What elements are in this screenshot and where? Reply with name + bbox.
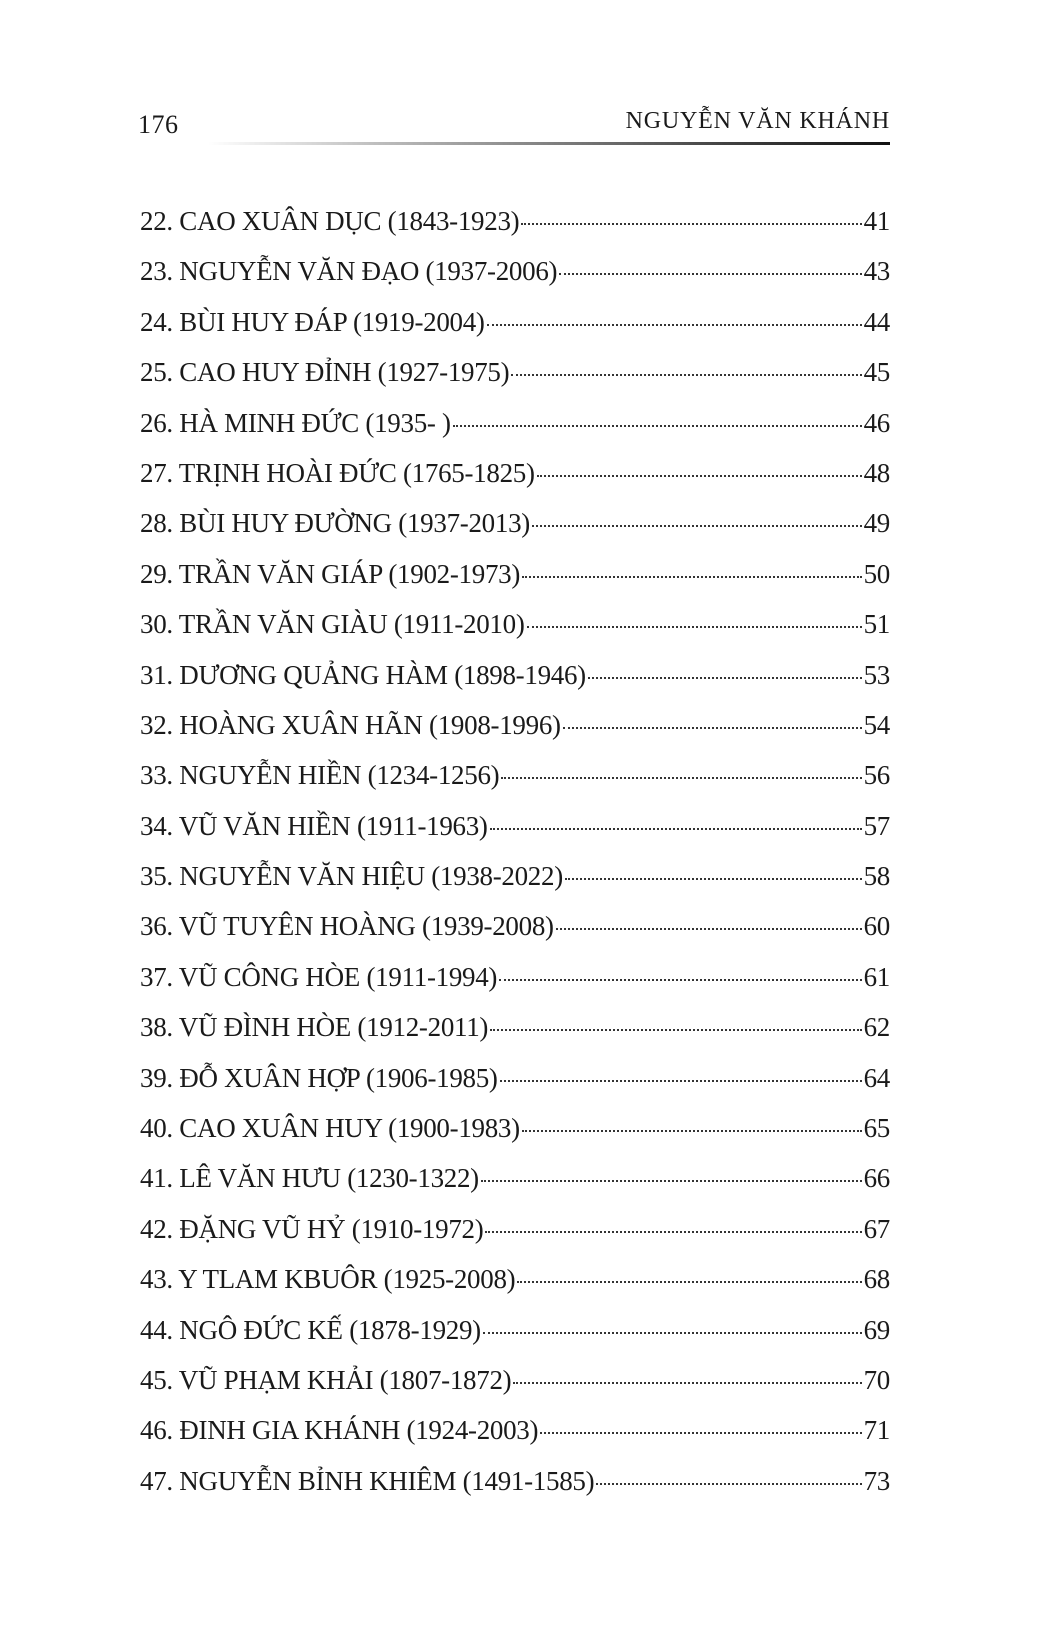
toc-entry-page: 44 <box>863 306 890 337</box>
dot-leader <box>540 1432 861 1434</box>
toc-entry-page: 53 <box>863 659 890 690</box>
toc-entry-title: 24. BÙI HUY ĐÁP (1919-2004) <box>140 306 485 337</box>
toc-entry-title: 45. VŨ PHẠM KHẢI (1807-1872) <box>140 1364 512 1395</box>
toc-entry[interactable] <box>140 1163 890 1213</box>
toc-entry-title: 29. TRẦN VĂN GIÁP (1902-1973) <box>140 558 521 589</box>
toc-entry-title: 35. NGUYỄN VĂN HIỆU (1938-2022) <box>140 861 563 892</box>
toc-entry-page: 56 <box>863 760 890 791</box>
dot-leader <box>511 374 861 376</box>
dot-leader <box>556 928 862 930</box>
toc-entry[interactable] <box>140 408 890 458</box>
dot-leader <box>487 324 862 326</box>
toc-entry-page: 68 <box>863 1264 890 1295</box>
dot-leader <box>522 1130 862 1132</box>
toc-entry[interactable] <box>140 1214 890 1264</box>
toc-entry-page: 66 <box>863 1163 890 1194</box>
dot-leader <box>481 1180 862 1182</box>
toc-entry-page: 67 <box>863 1213 890 1244</box>
toc-entry[interactable] <box>140 256 890 306</box>
toc-entry-title: 28. BÙI HUY ĐƯỜNG (1937-2013) <box>140 508 530 539</box>
dot-leader <box>565 878 862 880</box>
toc-entry[interactable] <box>140 861 890 911</box>
running-head: NGUYỄN VĂN KHÁNH <box>625 108 890 134</box>
dot-leader <box>483 1332 862 1334</box>
toc-entry-page: 60 <box>863 911 890 942</box>
dot-leader <box>522 576 862 578</box>
toc-entry-title: 43. Y TLAM KBUÔR (1925-2008) <box>140 1264 516 1295</box>
toc-entry-page: 71 <box>863 1415 890 1446</box>
dot-leader <box>513 1382 861 1384</box>
toc-entry-page: 65 <box>863 1113 890 1144</box>
toc-entry-page: 57 <box>863 810 890 841</box>
dot-leader <box>596 1483 861 1485</box>
toc-entry-page: 45 <box>863 357 890 388</box>
toc-entry-title: 40. CAO XUÂN HUY (1900-1983) <box>140 1113 520 1144</box>
dot-leader <box>563 727 862 729</box>
toc-entry[interactable] <box>140 1264 890 1314</box>
toc-entry[interactable] <box>140 1415 890 1465</box>
toc-entry-page: 58 <box>863 861 890 892</box>
toc-entry-page: 49 <box>863 508 890 539</box>
toc-entry-title: 32. HOÀNG XUÂN HÃN (1908-1996) <box>140 709 561 740</box>
toc-entry[interactable] <box>140 1315 890 1365</box>
toc-entry-title: 26. HÀ MINH ĐỨC (1935- ) <box>140 407 451 438</box>
toc-entry-title: 37. VŨ CÔNG HÒE (1911-1994) <box>140 961 498 992</box>
toc-entry-title: 44. NGÔ ĐỨC KẾ (1878-1929) <box>140 1314 481 1345</box>
toc-entry-title: 22. CAO XUÂN DỤC (1843-1923) <box>140 206 520 236</box>
toc-entry[interactable] <box>140 660 890 710</box>
toc-entry-page: 50 <box>863 558 890 589</box>
toc-entry-page: 46 <box>863 407 890 438</box>
toc-entry-page: 70 <box>863 1364 890 1395</box>
dot-leader <box>501 777 861 779</box>
toc-entry-page: 43 <box>863 256 890 287</box>
toc-entry-title: 47. NGUYỄN BỈNH KHIÊM (1491-1585) <box>140 1465 595 1496</box>
toc-entry-page: 62 <box>863 1012 890 1043</box>
dot-leader <box>517 1281 861 1283</box>
dot-leader <box>485 1231 861 1233</box>
toc-entry-title: 46. ĐINH GIA KHÁNH (1924-2003) <box>140 1415 539 1446</box>
toc-entry[interactable] <box>140 962 890 1012</box>
toc-entry[interactable] <box>140 307 890 357</box>
toc-entry-page: 69 <box>863 1314 890 1345</box>
table-of-contents <box>140 206 890 1516</box>
dot-leader <box>500 1080 862 1082</box>
toc-entry[interactable] <box>140 357 890 407</box>
dot-leader <box>453 425 862 427</box>
toc-entry-title: 30. TRẦN VĂN GIÀU (1911-2010) <box>140 609 525 640</box>
toc-entry[interactable] <box>140 1063 890 1113</box>
toc-entry-title: 42. ĐẶNG VŨ HỶ (1910-1972) <box>140 1213 484 1244</box>
toc-entry-page: 48 <box>863 457 890 488</box>
dot-leader <box>537 475 862 477</box>
toc-entry-title: 41. LÊ VĂN HƯU (1230-1322) <box>140 1163 479 1194</box>
toc-entry-title: 31. DƯƠNG QUẢNG HÀM (1898-1946) <box>140 659 586 690</box>
header-rule <box>208 142 890 145</box>
toc-entry-page: 73 <box>863 1465 890 1496</box>
toc-entry[interactable] <box>140 559 890 609</box>
toc-entry-page: 51 <box>863 609 890 640</box>
toc-entry[interactable] <box>140 609 890 659</box>
toc-entry[interactable] <box>140 1012 890 1062</box>
dot-leader <box>559 273 861 275</box>
toc-entry-title: 38. VŨ ĐÌNH HÒE (1912-2011) <box>140 1012 489 1043</box>
toc-entry[interactable] <box>140 1365 890 1415</box>
toc-entry[interactable] <box>140 1466 890 1516</box>
toc-entry-page: 41 <box>863 206 890 236</box>
toc-entry[interactable] <box>140 458 890 508</box>
page-header <box>138 100 890 146</box>
page-number: 176 <box>138 110 179 139</box>
dot-leader <box>499 979 861 981</box>
toc-entry-page: 64 <box>863 1062 890 1093</box>
dot-leader <box>588 677 862 679</box>
toc-entry[interactable] <box>140 206 890 256</box>
toc-entry-page: 54 <box>863 709 890 740</box>
dot-leader <box>490 1029 861 1031</box>
toc-entry[interactable] <box>140 811 890 861</box>
toc-entry-title: 33. NGUYỄN HIỀN (1234-1256) <box>140 760 500 791</box>
toc-entry-page: 61 <box>863 961 890 992</box>
dot-leader <box>527 626 862 628</box>
toc-entry[interactable] <box>140 911 890 961</box>
toc-entry-title: 34. VŨ VĂN HIỀN (1911-1963) <box>140 810 488 841</box>
toc-entry-title: 36. VŨ TUYÊN HOÀNG (1939-2008) <box>140 911 554 942</box>
toc-entry[interactable] <box>140 508 890 558</box>
toc-entry[interactable] <box>140 760 890 810</box>
dot-leader <box>521 223 861 225</box>
toc-entry-title: 25. CAO HUY ĐỈNH (1927-1975) <box>140 357 510 388</box>
toc-entry[interactable] <box>140 1113 890 1163</box>
dot-leader <box>490 828 862 830</box>
dot-leader <box>532 525 862 527</box>
toc-entry-title: 27. TRỊNH HOÀI ĐỨC (1765-1825) <box>140 457 535 488</box>
toc-entry-title: 23. NGUYỄN VĂN ĐẠO (1937-2006) <box>140 256 558 287</box>
toc-entry[interactable] <box>140 710 890 760</box>
toc-entry-title: 39. ĐỖ XUÂN HỢP (1906-1985) <box>140 1062 498 1093</box>
